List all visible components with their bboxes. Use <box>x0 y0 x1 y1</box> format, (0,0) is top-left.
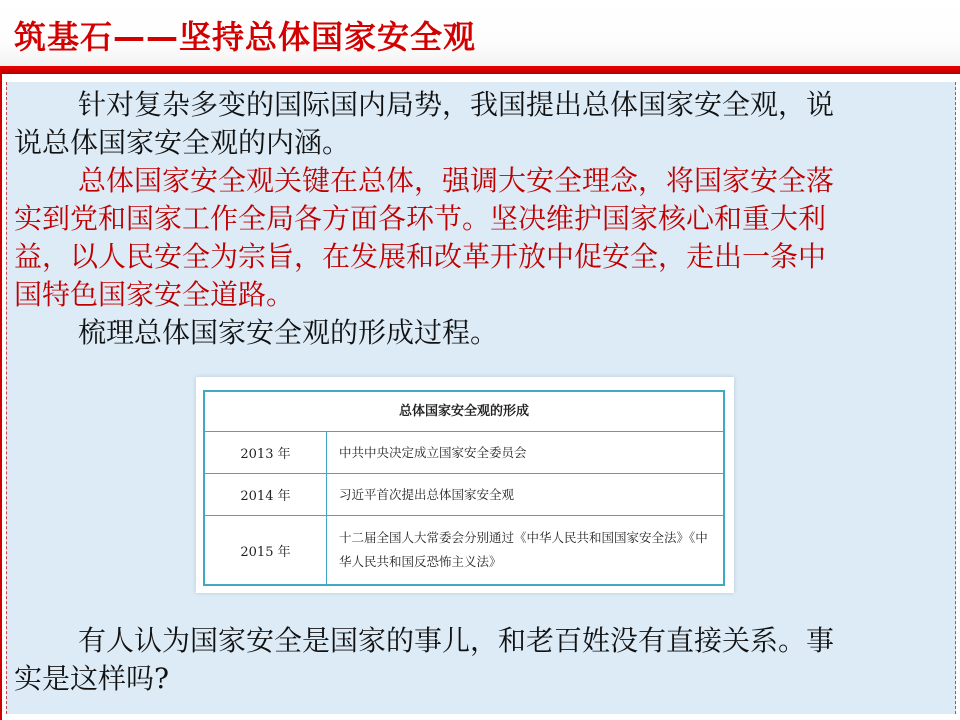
question-3-line-2: 实是这样吗? <box>14 662 170 695</box>
table-row <box>205 474 723 516</box>
timeline-figure <box>196 377 734 593</box>
question-2-line: 梳理总体国家安全观的形成过程。 <box>78 316 499 349</box>
timeline-year: 2013 年 <box>205 432 327 473</box>
answer-1 <box>14 162 946 314</box>
timeline-table <box>203 390 725 586</box>
table-row <box>205 432 723 474</box>
answer-1-line-4: 国特色国家安全道路。 <box>14 278 295 311</box>
slide-title: 筑基石——坚持总体国家安全观 <box>14 18 477 56</box>
answer-1-line-1: 总体国家安全观关键在总体，强调大安全理念，将国家安全落 <box>78 164 835 197</box>
question-2 <box>14 314 946 352</box>
left-accent-line <box>0 74 2 720</box>
question-1-line-1: 针对复杂多变的国际国内局势，我国提出总体国家安全观，说 <box>78 88 835 121</box>
timeline-year: 2015 年 <box>205 516 327 584</box>
question-3-line-1: 有人认为国家安全是国家的事儿，和老百姓没有直接关系。事 <box>78 624 835 657</box>
timeline-event: 中共中央决定成立国家安全委员会 <box>339 444 527 460</box>
title-divider <box>0 66 960 74</box>
timeline-event: 十二届全国人大常委会分别通过《中华人民共和国国家安全法》《中华人民共和国反恐怖主义法》 <box>339 530 708 569</box>
timeline-event: 习近平首次提出总体国家安全观 <box>339 486 515 502</box>
timeline-header: 总体国家安全观的形成 <box>205 392 723 432</box>
answer-1-line-2: 实到党和国家工作全局各方面各环节。坚决维护国家核心和重大利 <box>14 202 827 235</box>
answer-1-line-3: 益，以人民安全为宗旨，在发展和改革开放中促安全，走出一条中 <box>14 240 827 273</box>
question-1-line-2: 说总体国家安全观的内涵。 <box>14 126 351 159</box>
timeline-year: 2014 年 <box>205 474 327 515</box>
question-3 <box>14 622 946 698</box>
table-row <box>205 516 723 584</box>
title-bar <box>0 0 960 70</box>
question-1 <box>14 86 946 162</box>
